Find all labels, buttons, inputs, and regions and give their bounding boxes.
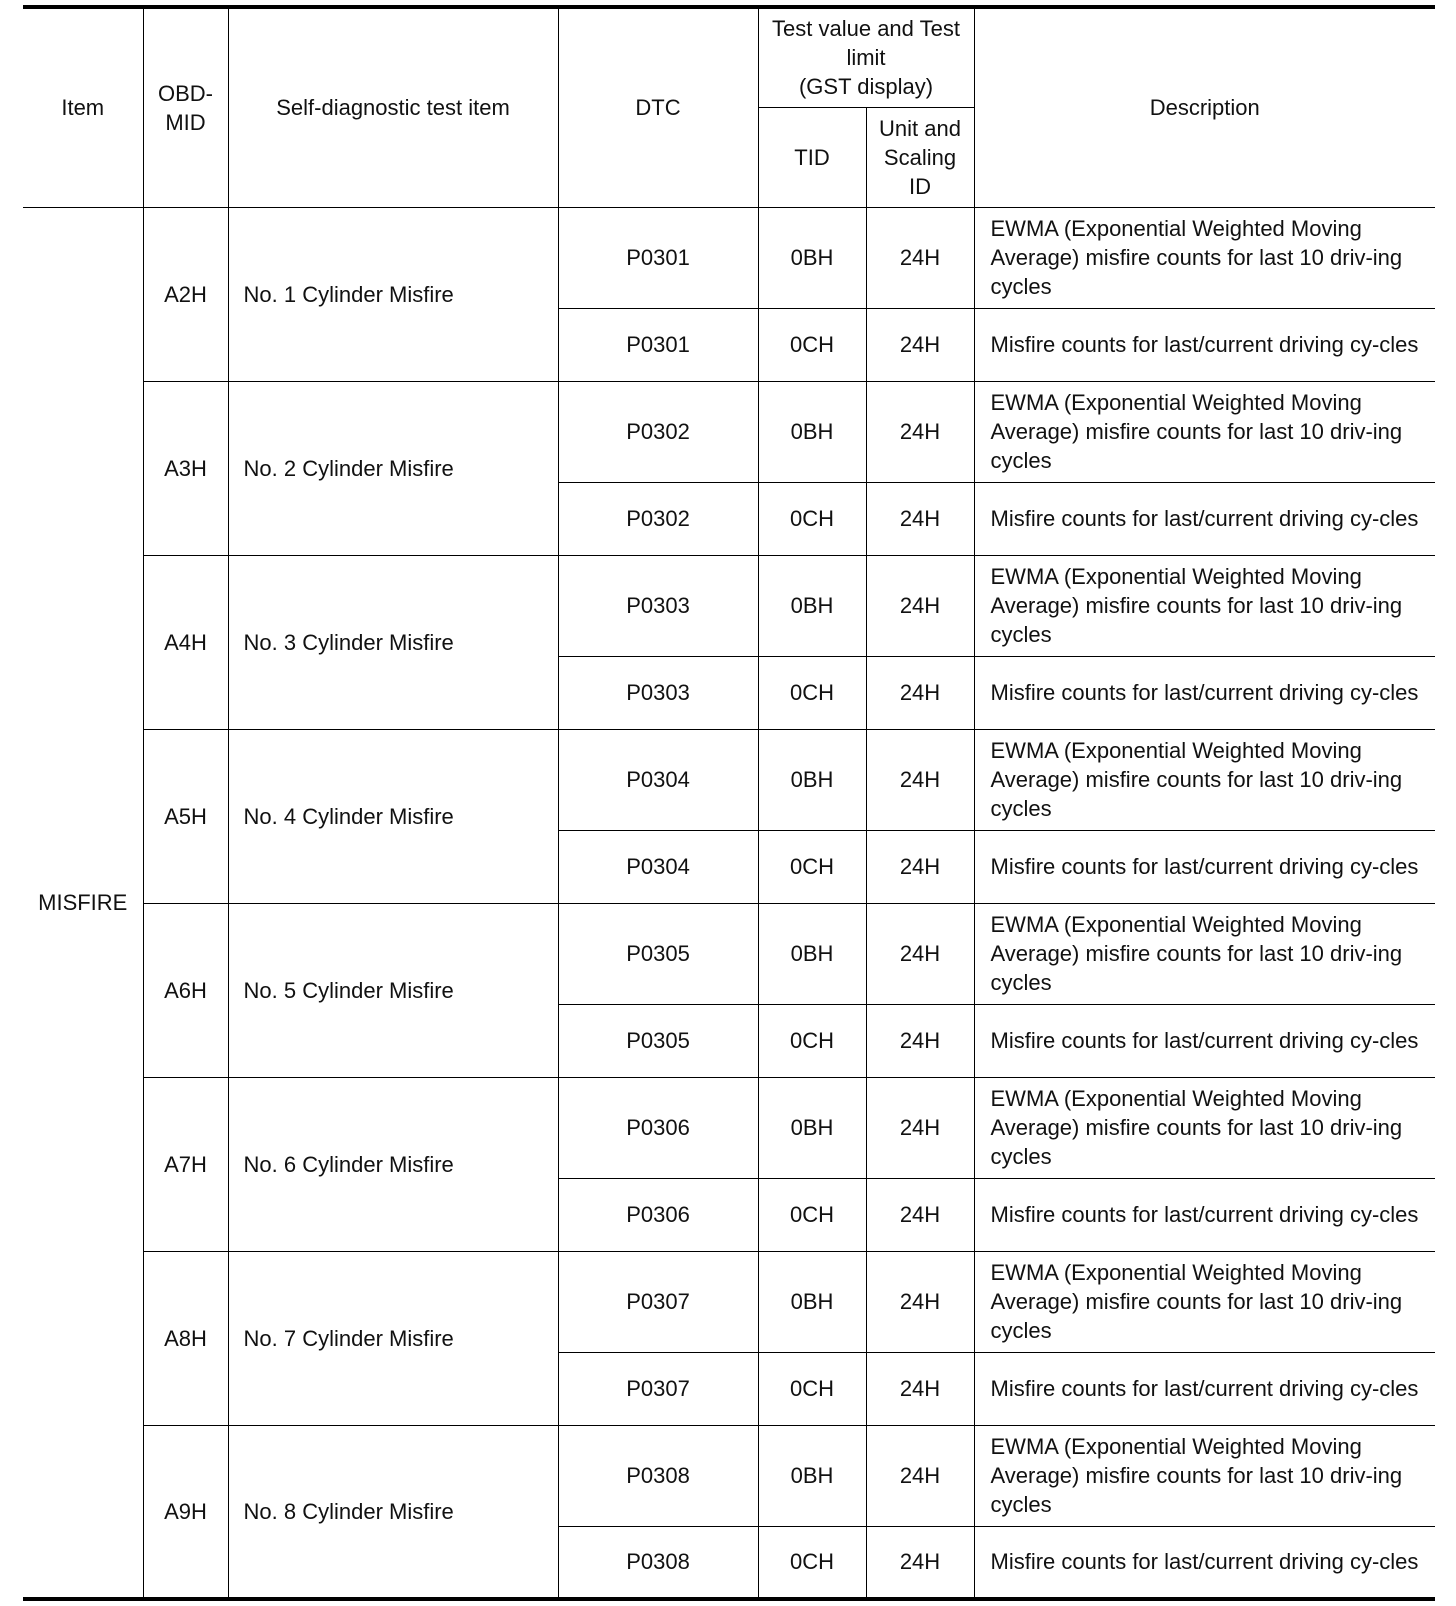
obd-mid-cell: A7H (143, 1077, 228, 1251)
table-row (23, 381, 1435, 482)
dtc-cell: P0308 (558, 1425, 758, 1526)
dtc-cell: P0307 (558, 1251, 758, 1352)
unit-scaling-cell: 24H (866, 1077, 974, 1178)
table-row (23, 729, 1435, 830)
tid-cell: 0CH (758, 1526, 866, 1599)
table-row (23, 1251, 1435, 1352)
test-item-cell: No. 3 Cylinder Misfire (228, 555, 558, 729)
description-cell: Misfire counts for last/current driving cy-cles (974, 482, 1435, 555)
tid-cell: 0BH (758, 381, 866, 482)
tid-cell: 0BH (758, 555, 866, 656)
table-row (23, 207, 1435, 308)
dtc-cell: P0307 (558, 1352, 758, 1425)
description-cell: EWMA (Exponential Weighted Moving Average) misfire counts for last 10 driv-ing cycles (974, 1425, 1435, 1526)
dtc-cell: P0304 (558, 830, 758, 903)
dtc-cell: P0308 (558, 1526, 758, 1599)
unit-scaling-cell: 24H (866, 308, 974, 381)
unit-scaling-cell: 24H (866, 729, 974, 830)
dtc-cell: P0305 (558, 1004, 758, 1077)
header-description: Description (974, 7, 1435, 207)
description-cell: Misfire counts for last/current driving cy-cles (974, 1526, 1435, 1599)
header-dtc: DTC (558, 7, 758, 207)
unit-scaling-cell: 24H (866, 381, 974, 482)
unit-scaling-cell: 24H (866, 1425, 974, 1526)
header-obd-mid (143, 7, 228, 207)
description-cell: EWMA (Exponential Weighted Moving Average) misfire counts for last 10 driv-ing cycles (974, 1251, 1435, 1352)
test-item-cell: No. 4 Cylinder Misfire (228, 729, 558, 903)
table-row (23, 555, 1435, 656)
misfire-monitor-table-container (23, 5, 1435, 1601)
obd-mid-cell: A5H (143, 729, 228, 903)
unit-scaling-cell: 24H (866, 1004, 974, 1077)
obd-mid-cell: A9H (143, 1425, 228, 1599)
unit-scaling-cell: 24H (866, 207, 974, 308)
description-cell: EWMA (Exponential Weighted Moving Average) misfire counts for last 10 driv-ing cycles (974, 729, 1435, 830)
test-item-cell: No. 1 Cylinder Misfire (228, 207, 558, 381)
tid-cell: 0BH (758, 207, 866, 308)
table-body (23, 207, 1435, 1599)
table-row (23, 1425, 1435, 1526)
tid-cell: 0BH (758, 1251, 866, 1352)
unit-scaling-cell: 24H (866, 830, 974, 903)
tid-cell: 0BH (758, 729, 866, 830)
header-item: Item (23, 7, 143, 207)
dtc-cell: P0303 (558, 656, 758, 729)
tid-cell: 0CH (758, 308, 866, 381)
test-item-cell: No. 6 Cylinder Misfire (228, 1077, 558, 1251)
table-row (23, 1077, 1435, 1178)
dtc-cell: P0306 (558, 1178, 758, 1251)
description-cell: EWMA (Exponential Weighted Moving Average) misfire counts for last 10 driv-ing cycles (974, 903, 1435, 1004)
tid-cell: 0BH (758, 903, 866, 1004)
item-cell: MISFIRE (23, 207, 143, 1599)
test-item-cell: No. 5 Cylinder Misfire (228, 903, 558, 1077)
description-cell: EWMA (Exponential Weighted Moving Average) misfire counts for last 10 driv-ing cycles (974, 207, 1435, 308)
description-cell: EWMA (Exponential Weighted Moving Average) misfire counts for last 10 driv-ing cycles (974, 555, 1435, 656)
tid-cell: 0CH (758, 1004, 866, 1077)
dtc-cell: P0303 (558, 555, 758, 656)
tid-cell: 0CH (758, 1178, 866, 1251)
tid-cell: 0CH (758, 656, 866, 729)
tid-cell: 0CH (758, 482, 866, 555)
header-test-item: Self-diagnostic test item (228, 7, 558, 207)
description-cell: Misfire counts for last/current driving cy-cles (974, 1352, 1435, 1425)
unit-scaling-cell: 24H (866, 555, 974, 656)
table-row (23, 903, 1435, 1004)
header-obd-mid-text: OBD- MID (158, 80, 213, 135)
unit-scaling-cell: 24H (866, 656, 974, 729)
obd-mid-cell: A6H (143, 903, 228, 1077)
tid-cell: 0BH (758, 1077, 866, 1178)
header-unit-scaling (866, 107, 974, 207)
dtc-cell: P0305 (558, 903, 758, 1004)
description-cell: Misfire counts for last/current driving cy-cles (974, 830, 1435, 903)
unit-scaling-cell: 24H (866, 1526, 974, 1599)
unit-scaling-cell: 24H (866, 1251, 974, 1352)
misfire-monitor-table (23, 5, 1435, 1601)
dtc-cell: P0304 (558, 729, 758, 830)
description-cell: EWMA (Exponential Weighted Moving Average) misfire counts for last 10 driv-ing cycles (974, 1077, 1435, 1178)
header-tid: TID (758, 107, 866, 207)
dtc-cell: P0301 (558, 207, 758, 308)
dtc-cell: P0302 (558, 482, 758, 555)
description-cell: Misfire counts for last/current driving cy-cles (974, 1004, 1435, 1077)
obd-mid-cell: A3H (143, 381, 228, 555)
tid-cell: 0CH (758, 830, 866, 903)
tid-cell: 0CH (758, 1352, 866, 1425)
unit-scaling-cell: 24H (866, 482, 974, 555)
obd-mid-cell: A8H (143, 1251, 228, 1425)
header-test-value-text: Test value and Test limit (GST display) (772, 16, 960, 100)
unit-scaling-cell: 24H (866, 1178, 974, 1251)
dtc-cell: P0302 (558, 381, 758, 482)
test-item-cell: No. 2 Cylinder Misfire (228, 381, 558, 555)
dtc-cell: P0301 (558, 308, 758, 381)
header-unit-scaling-text: Unit and Scaling ID (879, 115, 961, 199)
obd-mid-cell: A2H (143, 207, 228, 381)
header-test-value (758, 7, 974, 107)
tid-cell: 0BH (758, 1425, 866, 1526)
test-item-cell: No. 8 Cylinder Misfire (228, 1425, 558, 1599)
obd-mid-cell: A4H (143, 555, 228, 729)
unit-scaling-cell: 24H (866, 1352, 974, 1425)
description-cell: Misfire counts for last/current driving cy-cles (974, 1178, 1435, 1251)
dtc-cell: P0306 (558, 1077, 758, 1178)
description-cell: Misfire counts for last/current driving cy-cles (974, 308, 1435, 381)
description-cell: Misfire counts for last/current driving cy-cles (974, 656, 1435, 729)
unit-scaling-cell: 24H (866, 903, 974, 1004)
description-cell: EWMA (Exponential Weighted Moving Average) misfire counts for last 10 driv-ing cycles (974, 381, 1435, 482)
table-header (23, 7, 1435, 207)
test-item-cell: No. 7 Cylinder Misfire (228, 1251, 558, 1425)
